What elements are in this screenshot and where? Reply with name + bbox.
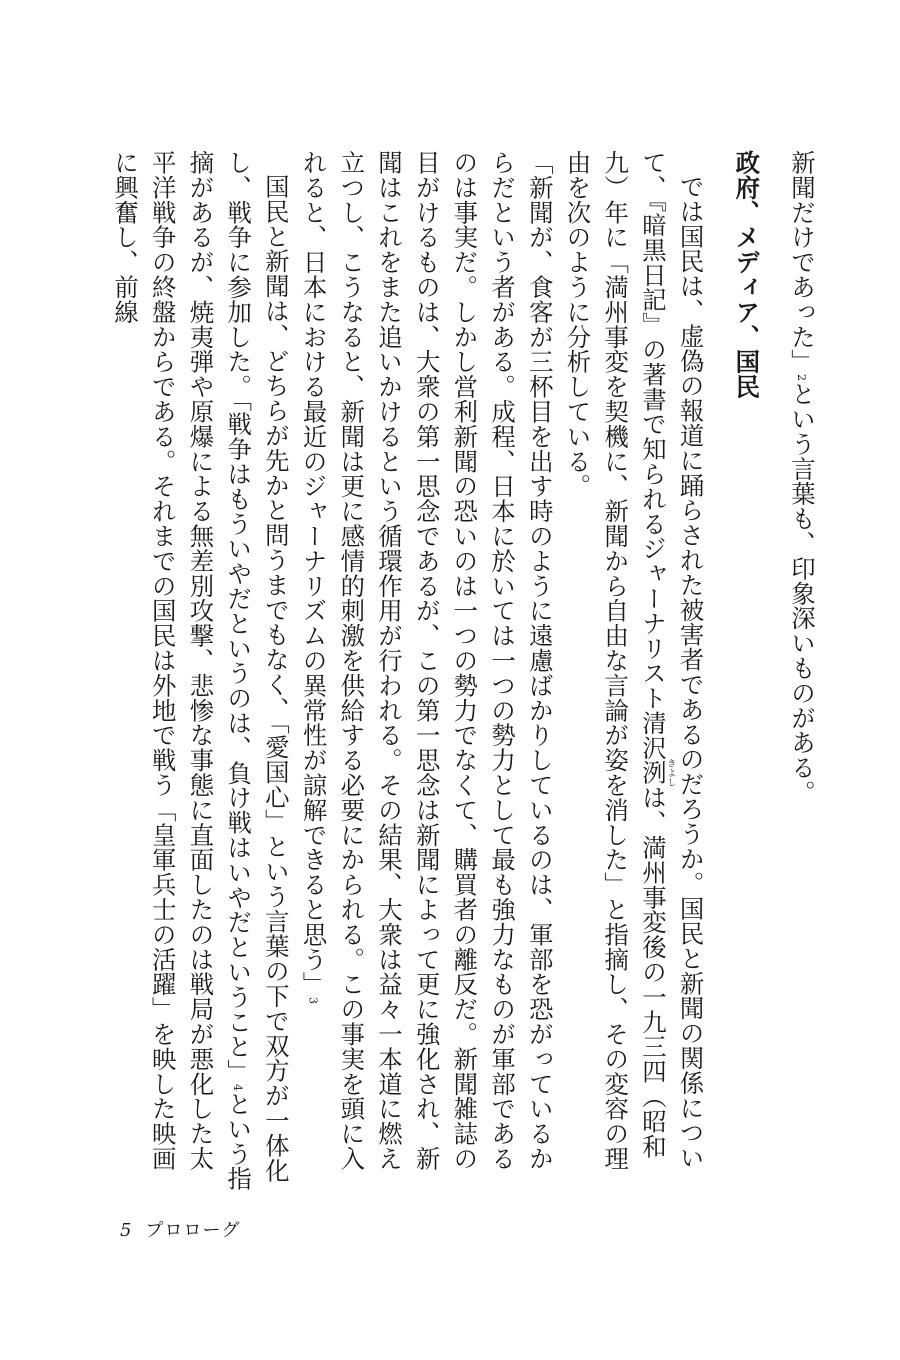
page-footer (120, 1216, 240, 1242)
ruby-name (637, 758, 676, 788)
paragraph (105, 150, 294, 1195)
paragraph-continuation (782, 150, 820, 1195)
section-heading: 政府、メディア、国民 (731, 150, 761, 399)
text-run: 国民と新聞は、どちらが先かと問うまでもなく、「愛国心」という言葉の下で双方が一体化し、戦争に参加した。「戦争はもういやだというのは、負け戦はいやだということ」 (223, 150, 290, 1184)
text-run: では国民は、虚偽の報道に踊らされた被害者であるのだろうか。国民と新聞の関係について、『暗黒日記』の著書で知られるジャーナリスト清沢 (637, 150, 705, 1171)
footnote-marker: 4 (231, 1084, 245, 1092)
text-run: という指摘があるが、焼夷弾や原爆による無差別攻撃、悲惨な事態に直面したのは戦局が悪化した太平洋戦争の終盤からである。それまでの国民は外地で戦う「皇軍兵士の活躍」を映した映画に興奮し、前線 (110, 150, 253, 1192)
page-number: 5 (120, 1220, 132, 1241)
paragraph (558, 150, 709, 1195)
ruby-base: 洌 (637, 758, 667, 788)
text-run: 新聞だけであった」 (787, 150, 816, 375)
ruby-reading: きよし (665, 758, 676, 788)
text-run: という言葉も、印象深いものがある。 (787, 381, 816, 805)
vertical-text-body (60, 150, 820, 1195)
quotation (294, 150, 558, 1195)
footnote-marker: 2 (795, 374, 808, 382)
text-run: は、満州事変後の一九三四（昭和九）年に「満州事変を契機に、新聞から自由な言論が姿を消した」と指摘し、その変容の理由を次のように分析している。 (562, 150, 667, 1171)
text-run: 「新聞が、食客が三杯目を出す時のように遠慮ばかりしているのは、軍部を恐がっているからだという者がある。成程、日本に於いては一つの勢力として最も強力なものが軍部であるのは事実だ。しかし営利新聞の恐いのは一つの勢力でなくて、購買者の離反だ。新聞雑誌の目がけるものは、大衆の第一思念であるが、この第一思念は新聞によって更に強化され、新聞はこれをまた追いかけるという循環作用が行われる。その結果、大衆は益々一本道に燃え立つし、こうなると、新聞は更に感情的刺激を供給する必要にかられる。この事実を頭に入れると、日本における最近のジャーナリズムの異常性が諒解できると思う」 (298, 150, 554, 1171)
running-title: プロローグ (145, 1220, 241, 1241)
footnote-marker: 3 (306, 996, 320, 1005)
